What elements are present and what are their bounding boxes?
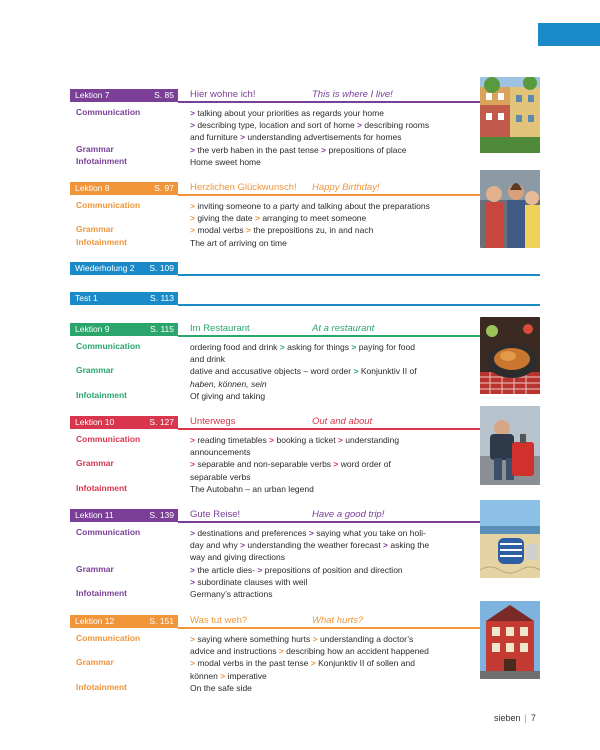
communication-row: [70, 633, 470, 657]
lesson-label: Lektion 7: [75, 90, 110, 100]
lesson-title-en: Have a good trip!: [312, 509, 385, 520]
infotainment-row: [70, 682, 470, 694]
page-number-word: sieben: [494, 713, 521, 723]
communication-line: advice and instructions > describing how an accident happened: [190, 646, 429, 657]
infotainment-label: Infotainment: [76, 681, 127, 692]
lesson-11: [70, 509, 540, 600]
lesson-9: [70, 323, 540, 401]
page-footer: [494, 713, 536, 723]
grammar-label: Grammar: [76, 563, 114, 574]
communication-label: Communication: [76, 107, 141, 117]
grammar-label: Grammar: [76, 143, 114, 154]
bullet-marker: >: [190, 634, 195, 644]
communication-line: announcements: [190, 447, 251, 458]
grammar-label: Grammar: [76, 458, 114, 469]
communication-line: > destinations and preferences > saying what you take on holi-: [190, 528, 426, 538]
communication-row: [70, 527, 470, 564]
lesson-label: Lektion 9: [75, 324, 110, 334]
communication-row: [70, 107, 470, 144]
lesson-title-en: What hurts?: [312, 615, 364, 626]
bullet-marker: >: [254, 213, 260, 224]
lesson-tag[interactable]: [70, 89, 178, 102]
lesson-title-de: Herzlichen Glückwunsch!: [190, 182, 297, 193]
test-page: S. 113: [150, 293, 174, 303]
grammar-row: [70, 458, 470, 482]
lesson-label: Lektion 12: [75, 616, 115, 626]
lesson-8: [70, 182, 540, 248]
grammar-row: [70, 657, 470, 681]
lesson-label: Lektion 10: [75, 417, 115, 427]
grammar-row: [70, 224, 470, 236]
lesson-page: S. 85: [154, 90, 174, 100]
bullet-marker: >: [257, 564, 263, 575]
bullet-marker: >: [190, 120, 195, 131]
review-2: [70, 262, 540, 276]
communication-line: day and why > understanding the weather forecast > asking the: [190, 540, 430, 551]
grammar-line: > the article dies- > prepositions of position and direction: [190, 564, 403, 575]
lesson-12: [70, 615, 540, 693]
lesson-label: Lektion 11: [75, 510, 114, 520]
bullet-marker: >: [278, 646, 284, 657]
lesson-title-en: Happy Birthday!: [312, 182, 380, 193]
bullet-marker: >: [308, 528, 314, 538]
footer-separator: |: [524, 713, 527, 723]
photo-beach-chairs: [480, 500, 540, 578]
lesson-title-de: Hier wohne ich!: [190, 89, 256, 100]
lesson-title-en: Out and about: [312, 416, 373, 427]
lesson-page: S. 97: [154, 183, 174, 193]
lesson-label: Lektion 8: [75, 183, 110, 193]
photo-roast-chicken: [480, 317, 540, 394]
communication-label: Communication: [76, 200, 141, 210]
header-rule: [178, 521, 480, 523]
bullet-marker: >: [357, 120, 363, 131]
bullet-marker: >: [190, 213, 195, 224]
communication-row: [70, 341, 470, 365]
bullet-marker: >: [190, 144, 195, 155]
communication-line: and drink: [190, 354, 225, 365]
infotainment-row: [70, 483, 470, 495]
page-number: 7: [530, 713, 536, 723]
infotainment-text: Home sweet home: [190, 156, 261, 167]
grammar-line: > subordinate clauses with weil: [190, 576, 308, 587]
bullet-marker: >: [279, 342, 285, 352]
photo-party-friends: [480, 170, 540, 248]
communication-line: way and giving directions: [190, 552, 285, 563]
infotainment-row: [70, 588, 470, 600]
bullet-marker: >: [337, 435, 343, 445]
lesson-title-de: Was tut weh?: [190, 615, 248, 626]
bullet-marker: >: [383, 540, 389, 551]
bullet-marker: >: [190, 435, 195, 445]
photo-colorful-building: [480, 77, 540, 153]
lesson-title-de: Gute Reise!: [190, 509, 241, 520]
grammar-line: > separable and non-separable verbs > word order of: [190, 459, 391, 470]
header-rule: [178, 304, 540, 306]
photo-traveler-suitcase: [480, 406, 540, 485]
header-rule: [178, 335, 480, 337]
lesson-page: S. 151: [149, 616, 174, 626]
bullet-marker: >: [190, 658, 195, 669]
corner-marker: [538, 23, 600, 46]
grammar-row: [70, 365, 470, 389]
communication-row: [70, 434, 470, 458]
communication-label: Communication: [76, 633, 141, 643]
grammar-row: [70, 144, 470, 156]
infotainment-label: Infotainment: [76, 155, 127, 166]
bullet-marker: >: [246, 225, 251, 236]
bullet-marker: >: [351, 342, 357, 352]
lesson-title-de: Unterwegs: [190, 416, 236, 427]
lesson-7: [70, 89, 540, 167]
communication-line: > describing type, location and sort of home > describing rooms: [190, 120, 430, 131]
communication-label: Communication: [76, 434, 141, 444]
bullet-marker: >: [190, 459, 195, 470]
header-rule: [178, 627, 480, 629]
communication-label: Communication: [76, 341, 141, 351]
lesson-title-de: Im Restaurant: [190, 323, 250, 334]
grammar-row: [70, 564, 470, 588]
review-label: Wiederholung 2: [75, 263, 135, 273]
bullet-marker: >: [190, 528, 195, 538]
grammar-line: > modal verbs in the past tense > Konjunktiv II of sollen and: [190, 658, 415, 669]
infotainment-label: Infotainment: [76, 588, 127, 599]
communication-line: and furniture > understanding advertisements for homes: [190, 132, 402, 143]
infotainment-text: The Autobahn – an urban legend: [190, 483, 314, 494]
infotainment-text: The art of arriving on time: [190, 237, 287, 248]
lesson-tag[interactable]: [70, 323, 178, 336]
lesson-10: [70, 416, 540, 494]
grammar-label: Grammar: [76, 657, 114, 668]
header-rule: [178, 274, 540, 276]
photo-red-house: [480, 601, 540, 679]
test-1: [70, 292, 540, 306]
infotainment-text: On the safe side: [190, 682, 252, 693]
review-page: S. 109: [149, 263, 174, 273]
bullet-marker: >: [190, 201, 195, 211]
lesson-page: S. 115: [150, 324, 174, 334]
bullet-marker: >: [190, 564, 195, 575]
header-rule: [178, 428, 480, 430]
infotainment-label: Infotainment: [76, 389, 127, 400]
grammar-label: Grammar: [76, 365, 114, 376]
grammar-line: separable verbs: [190, 471, 251, 482]
bullet-marker: >: [190, 225, 195, 236]
bullet-marker: >: [310, 658, 316, 669]
bullet-marker: >: [353, 366, 359, 377]
grammar-line: haben, können, sein: [190, 378, 267, 389]
lesson-tag[interactable]: [70, 615, 178, 628]
grammar-label: Grammar: [76, 224, 114, 235]
lesson-page: S. 127: [149, 417, 174, 427]
lesson-page: S. 139: [149, 510, 174, 520]
bullet-marker: >: [190, 576, 195, 587]
communication-line: > inviting someone to a party and talking about the preparations: [190, 201, 430, 211]
communication-line: ordering food and drink > asking for things > paying for food: [190, 342, 415, 352]
grammar-line: > the verb haben in the past tense > prepositions of place: [190, 144, 407, 155]
header-rule: [178, 194, 480, 196]
communication-line: > reading timetables > booking a ticket > understanding: [190, 435, 400, 445]
review-tag[interactable]: [70, 262, 178, 275]
bullet-marker: >: [269, 435, 275, 445]
bullet-marker: >: [312, 634, 318, 644]
infotainment-label: Infotainment: [76, 236, 127, 247]
infotainment-text: Of giving and taking: [190, 390, 266, 401]
communication-line: > talking about your priorities as regards your home: [190, 108, 384, 118]
communication-line: > giving the date > arranging to meet someone: [190, 213, 367, 224]
bullet-marker: >: [321, 144, 327, 155]
communication-line: > saying where something hurts > understanding a doctor’s: [190, 634, 414, 644]
bullet-marker: >: [220, 670, 226, 681]
grammar-line: dative and accusative objects – word order > Konjunktiv II of: [190, 366, 417, 377]
infotainment-row: [70, 237, 470, 249]
bullet-marker: >: [240, 540, 246, 551]
infotainment-row: [70, 156, 470, 168]
lesson-tag[interactable]: [70, 182, 178, 195]
lesson-tag[interactable]: [70, 509, 178, 522]
bullet-marker: >: [240, 132, 246, 143]
lesson-tag[interactable]: [70, 416, 178, 429]
grammar-line: > modal verbs > the prepositions zu, in and nach: [190, 225, 374, 236]
bullet-marker: >: [333, 459, 339, 470]
communication-label: Communication: [76, 527, 141, 537]
bullet-marker: >: [190, 108, 195, 118]
grammar-line: können > imperative: [190, 670, 267, 681]
infotainment-label: Infotainment: [76, 482, 127, 493]
infotainment-text: Germany’s attractions: [190, 589, 273, 600]
lesson-title-en: At a restaurant: [312, 323, 375, 334]
test-label: Test 1: [75, 293, 98, 303]
header-rule: [178, 101, 480, 103]
communication-row: [70, 200, 470, 224]
test-tag[interactable]: [70, 292, 178, 305]
infotainment-row: [70, 390, 470, 402]
lesson-title-en: This is where I live!: [312, 89, 393, 100]
